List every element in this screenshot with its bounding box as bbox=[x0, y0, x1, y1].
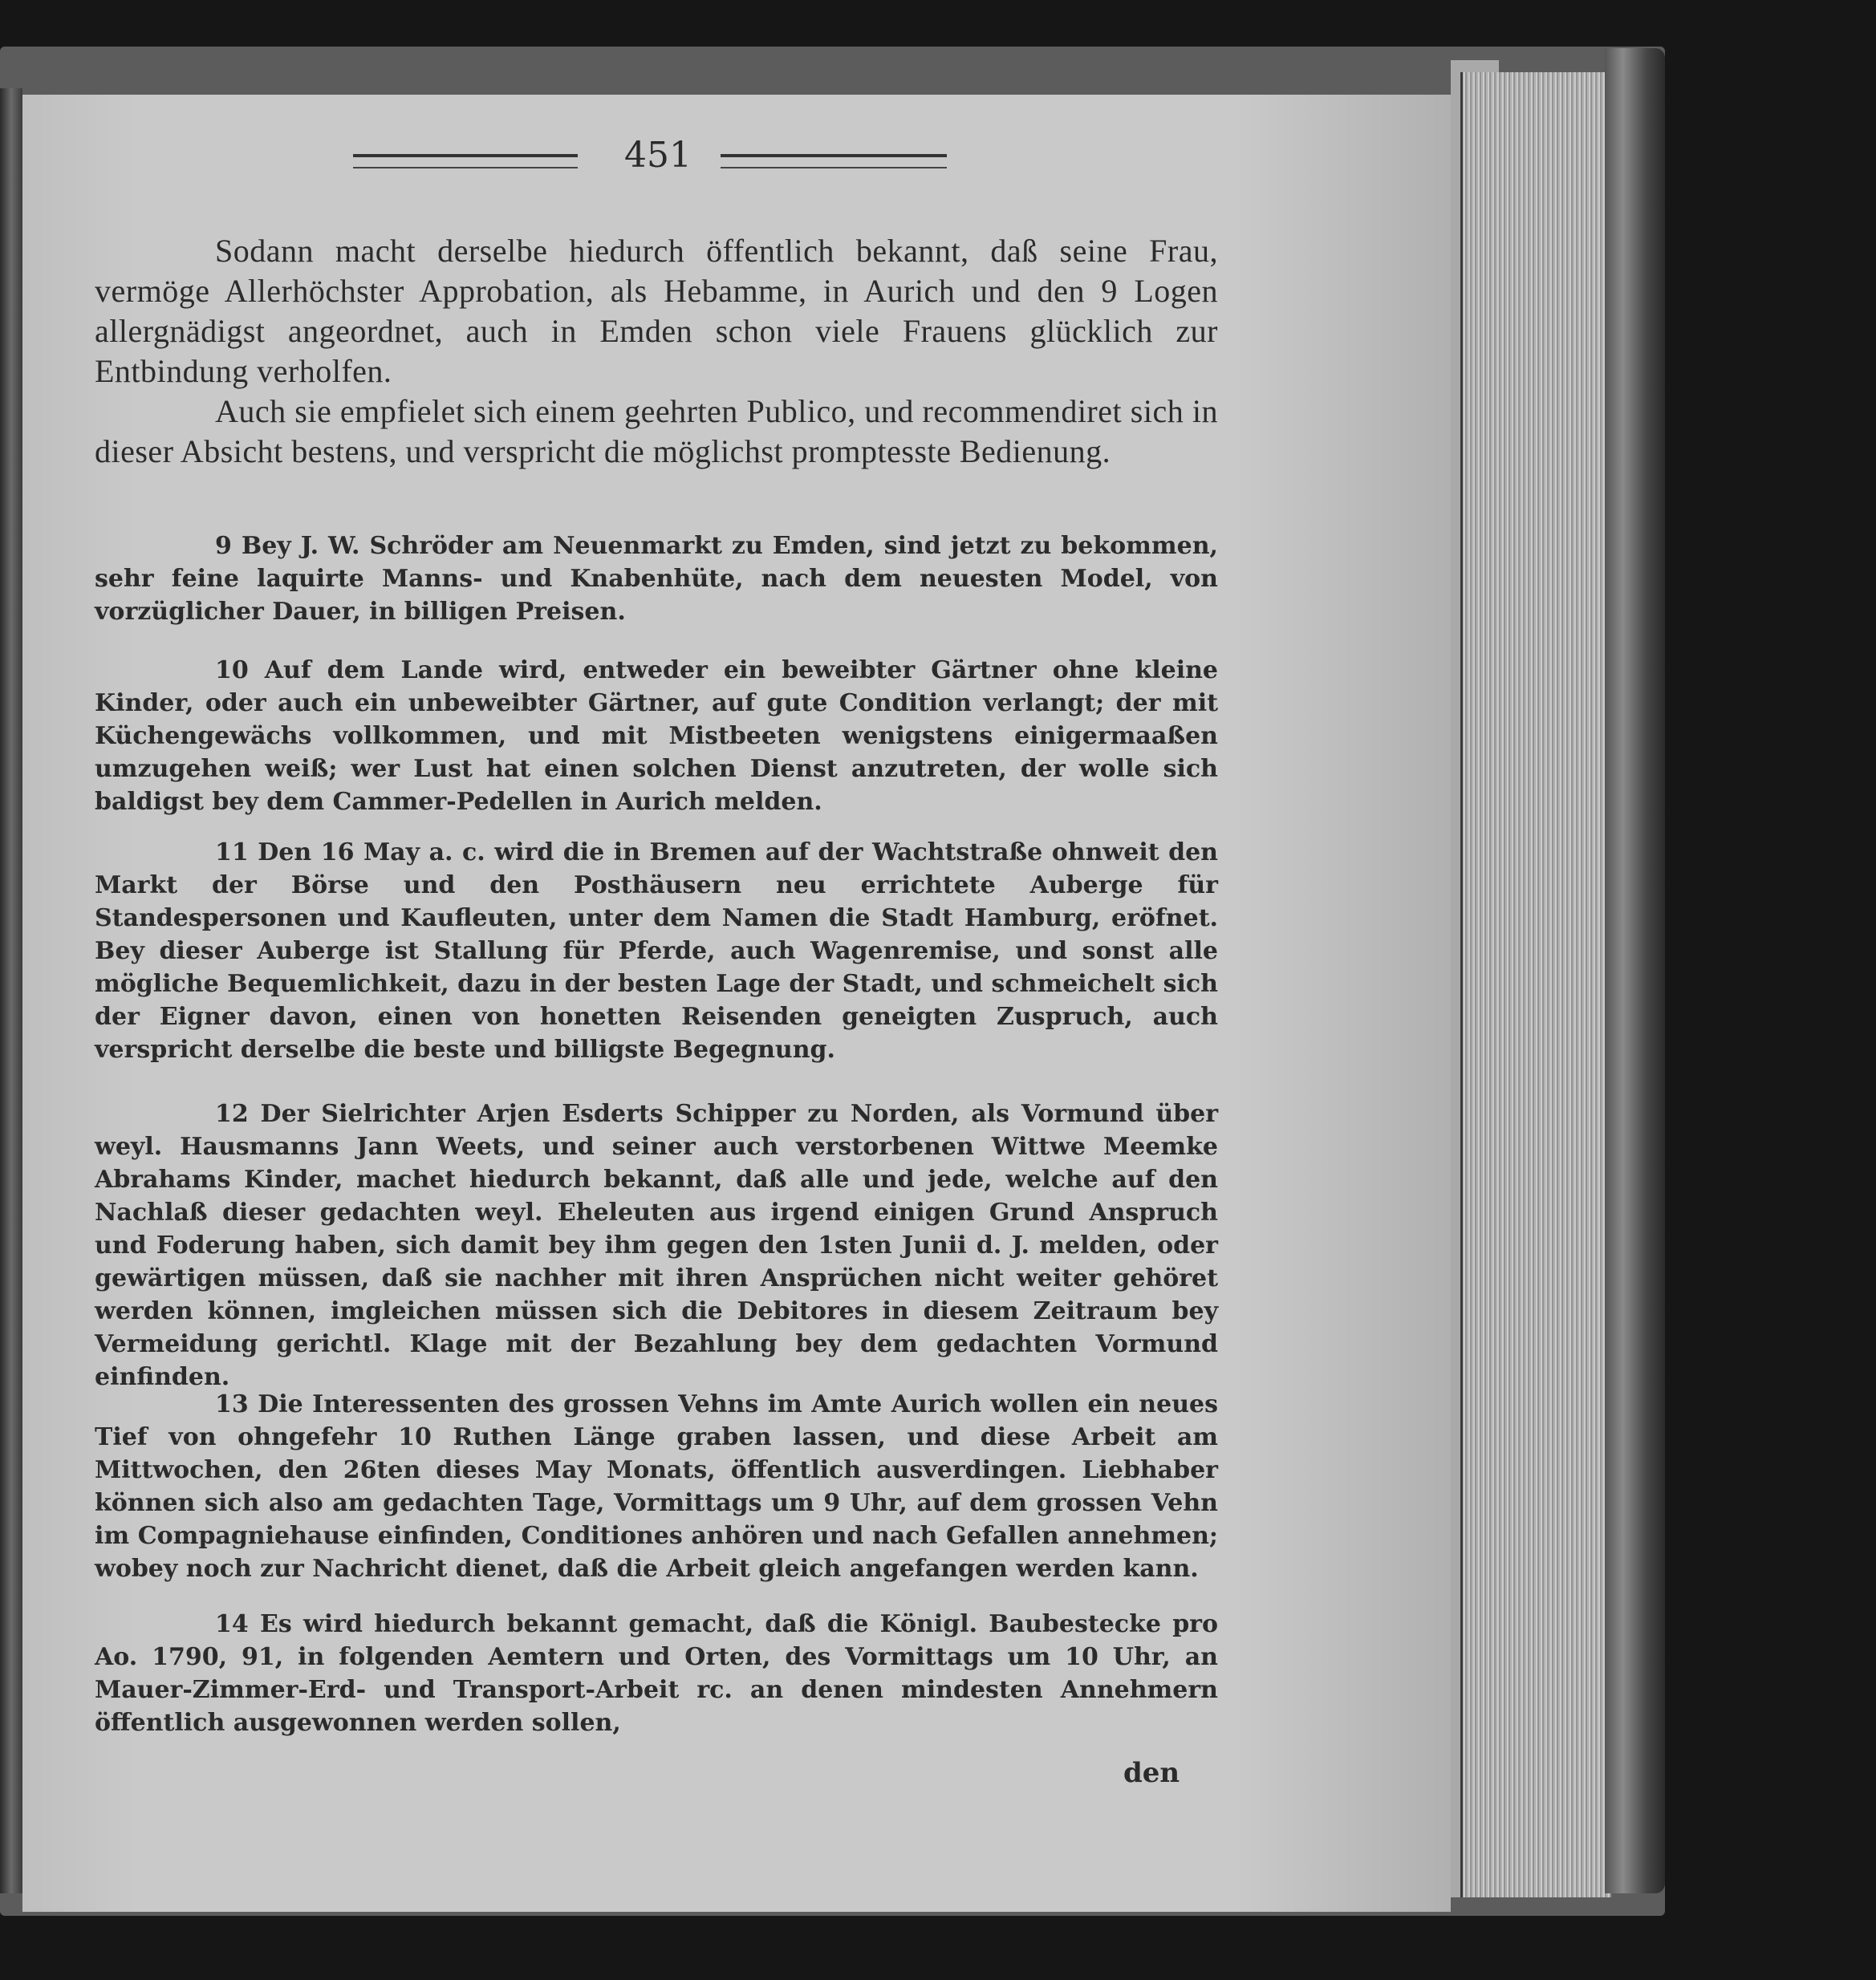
notice-13-vehn: 13 Die Interessenten des grossen Vehns im Amte Aurich wollen ein neues Tief von ohngefehr 10 Ruthen Länge graben lassen, und diese Arbeit am Mittwochen, den 26ten dieses May Monats, öffentlich ausverdingen. Liebhaber können sich also am gedachten Tage, Vormittags um 9 Uhr, auf dem grossen Vehn im Compagniehause einfinden, Conditiones anhören und nach Gefallen annehmen; wobey noch zur Nachricht dienet, daß die Arbeit gleich angefangen werden kann. bbox=[95, 1390, 1218, 1583]
page-stack-edges bbox=[1460, 72, 1611, 1897]
notice-14-baubestecke: 14 Es wird hiedurch bekannt gemacht, daß die Königl. Baubestecke pro Ao. 1790, 91, in folgenden Aemtern und Orten, des Vormittags um 10 Uhr, an Mauer-Zimmer-Erd- und Transport-Arbeit rc. an denen mindesten Annehmern öffentlich ausgewonnen werden sollen, bbox=[95, 1610, 1218, 1737]
header-rule-right bbox=[721, 154, 947, 168]
notice-10-gardener: 10 Auf dem Lande wird, entweder ein beweibter Gärtner ohne kleine Kinder, oder auch ein unbeweibter Gärtner, auf gute Condition verlangt; der mit Küchengewächs vollkommen, und mit Mistbeeten wenigstens einigermaaßen umzugehen weiß; wer Lust hat einen solchen Dienst anzutreten, der wolle sich baldigst bey dem Cammer-Pedellen in Aurich melden. bbox=[95, 656, 1218, 816]
notice-9-hats: 9 Bey J. W. Schröder am Neuenmarkt zu Emden, sind jetzt zu bekommen, sehr feine laquirte Manns- und Knabenhüte, nach dem neuesten Model, von vorzüglicher Dauer, in billigen Preisen. bbox=[95, 532, 1218, 626]
paragraph-midwife-announcement: Sodann macht derselbe hiedurch öffentlich bekannt, daß seine Frau, vermöge Allerhöchster Approbation, als Hebamme, in Aurich und den 9 Logen allergnädigst angeordnet, auch in Emden schon viele Frauens glücklich zur Entbindung verholfen. bbox=[95, 233, 1218, 389]
notice-11-auberge: 11 Den 16 May a. c. wird die in Bremen auf der Wachtstraße ohnweit den Markt der Börse und den Posthäusern neu errichtete Auberge für Standespersonen und Kaufleuten, unter dem Namen die Stadt Hamburg, eröfnet. Bey dieser Auberge ist Stallung für Pferde, auch Wagenremise, und sonst alle mögliche Bequemlichkeit, dazu in der besten Lage der Stadt, und schmeichelt sich der Eigner davon, einen von honetten Reisenden geneigten Zuspruch, auch verspricht derselbe die beste und billigste Begegnung. bbox=[95, 838, 1218, 1064]
left-page-edge bbox=[0, 88, 22, 1893]
catchword: den bbox=[1123, 1757, 1180, 1789]
book-cover-edge bbox=[1605, 48, 1665, 1893]
header-rule-left bbox=[353, 154, 578, 168]
page-number: 451 bbox=[624, 135, 692, 176]
notice-12-guardian: 12 Der Sielrichter Arjen Esderts Schipper zu Norden, als Vormund über weyl. Hausmanns Jann Weets, und seiner auch verstorbenen Wittwe Meemke Abrahams Kinder, machet hiedurch bekannt, daß alle und jede, welche auf den Nachlaß dieser gedachten weyl. Eheleuten aus irgend einigen Grund Anspruch und Foderung haben, sich damit bey ihm gegen den 1sten Junii d. J. melden, oder gewärtigen müssen, daß sie nachher mit ihren Ansprüchen nicht weiter gehöret werden können, imgleichen müssen sich die Debitores in diesem Zeitraum bey Vermeidung gerichtl. Klage mit der Bezahlung bey dem gedachten Vormund einfinden. bbox=[95, 1100, 1218, 1391]
paragraph-midwife-recommendation: Auch sie empfielet sich einem geehrten Publico, und recommendiret sich in dieser Absicht bestens, und verspricht die möglichst promptesste Bedienung. bbox=[95, 393, 1218, 469]
